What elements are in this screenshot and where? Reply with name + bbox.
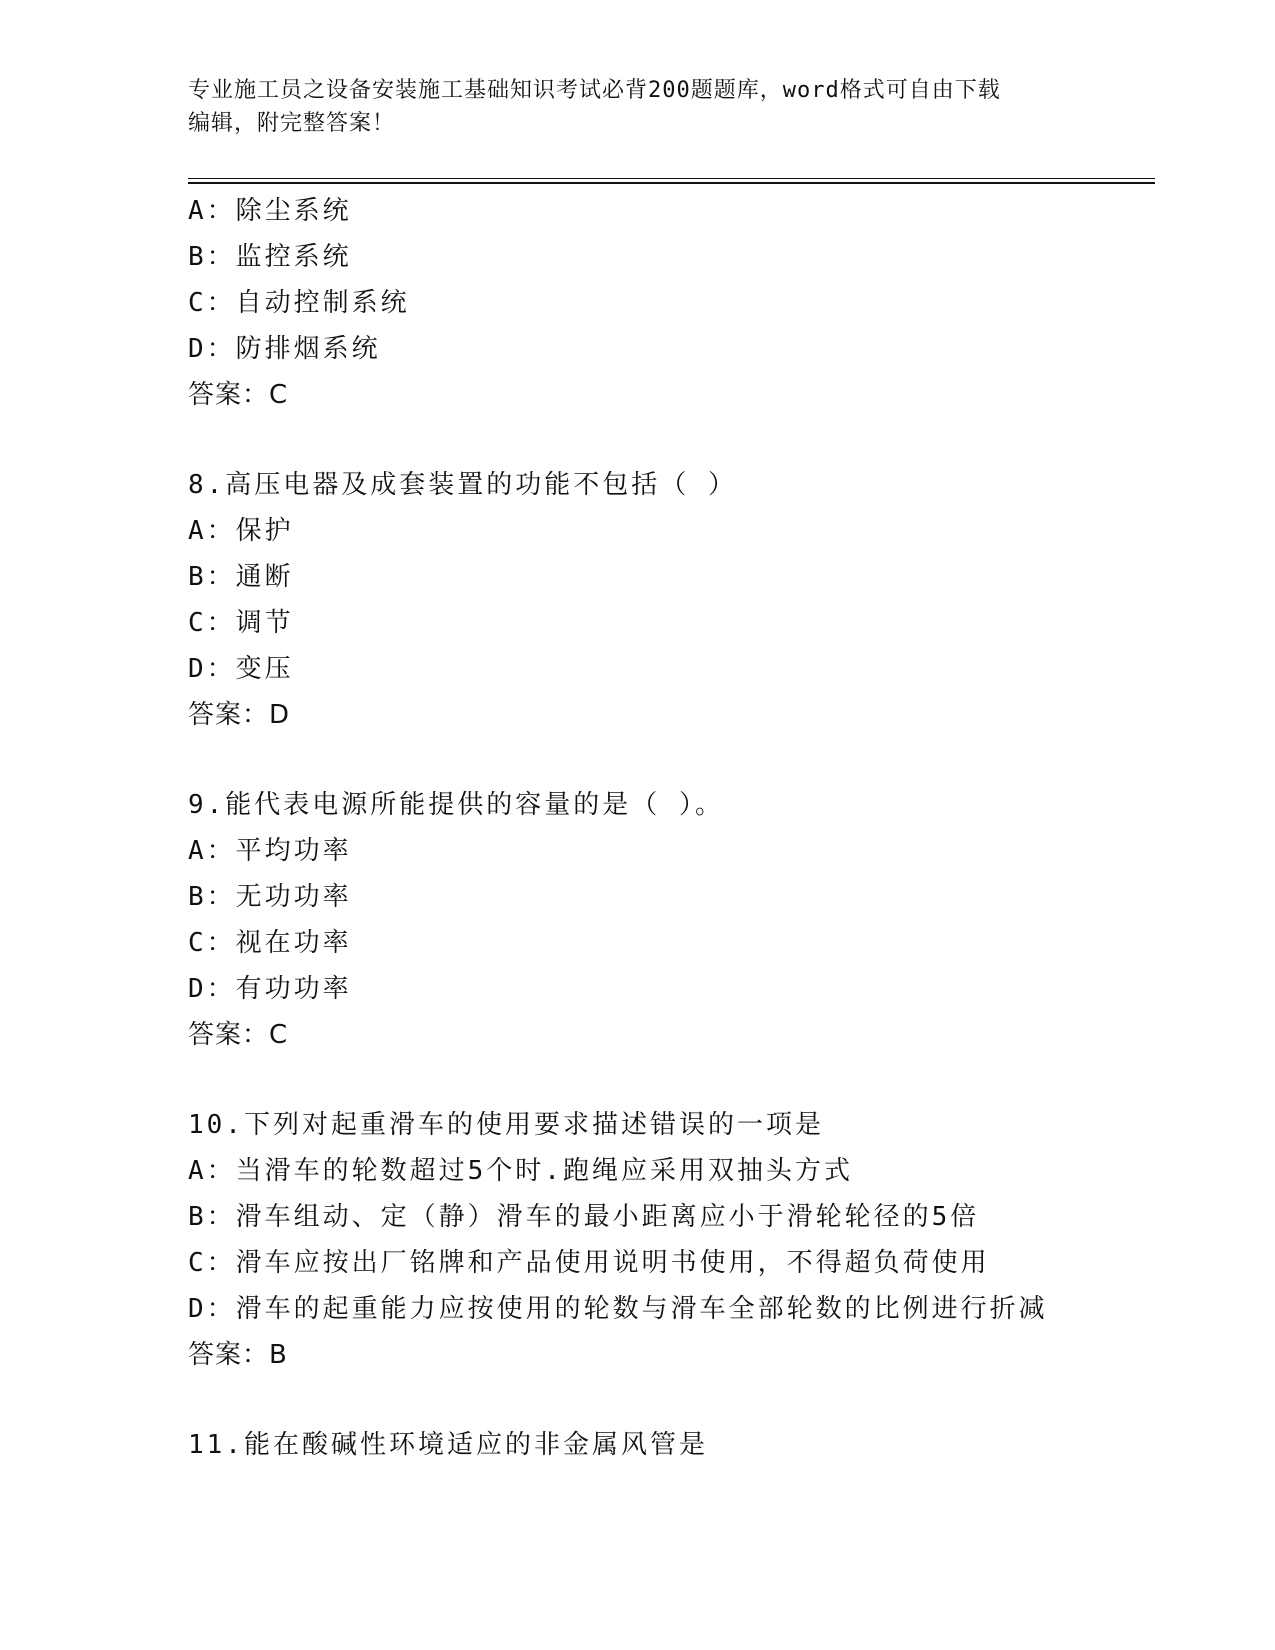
option-d: D：变压 bbox=[188, 654, 294, 684]
header-line-1: 专业施工员之设备安装施工基础知识考试必背200题题库，word格式可自由下载 bbox=[188, 78, 1001, 103]
answer: 答案：B bbox=[188, 1340, 288, 1370]
option-a: A：平均功率 bbox=[188, 836, 352, 866]
spacer bbox=[188, 418, 1148, 462]
spacer bbox=[188, 1378, 1148, 1422]
spacer bbox=[188, 738, 1148, 782]
option-b: B：通断 bbox=[188, 562, 294, 592]
answer: 答案：C bbox=[188, 380, 289, 410]
question-text: 11.能在酸碱性环境适应的非金属风管是 bbox=[188, 1430, 708, 1460]
header-rule-thick bbox=[188, 182, 1155, 184]
option-d: D：有功功率 bbox=[188, 974, 352, 1004]
question-7 bbox=[188, 188, 1148, 418]
option-a: A：当滑车的轮数超过5个时.跑绳应采用双抽头方式 bbox=[188, 1156, 853, 1186]
question-text: 9.能代表电源所能提供的容量的是（ ）。 bbox=[188, 790, 724, 820]
option-c: C：视在功率 bbox=[188, 928, 352, 958]
question-10 bbox=[188, 1102, 1148, 1378]
question-text: 8.高压电器及成套装置的功能不包括（ ） bbox=[188, 470, 737, 500]
question-9 bbox=[188, 782, 1148, 1058]
answer: 答案：C bbox=[188, 1020, 289, 1050]
spacer bbox=[188, 1058, 1148, 1102]
option-b: B：无功功率 bbox=[188, 882, 352, 912]
option-d: D：防排烟系统 bbox=[188, 334, 381, 364]
header-line-2: 编辑，附完整答案！ bbox=[188, 111, 396, 136]
option-c: C：自动控制系统 bbox=[188, 288, 410, 318]
option-d: D：滑车的起重能力应按使用的轮数与滑车全部轮数的比例进行折减 bbox=[188, 1294, 1048, 1324]
header-rule-thin bbox=[188, 178, 1155, 179]
question-list bbox=[188, 188, 1148, 1468]
option-c: C：滑车应按出厂铭牌和产品使用说明书使用，不得超负荷使用 bbox=[188, 1248, 990, 1278]
option-a: A：保护 bbox=[188, 516, 294, 546]
option-b: B：滑车组动、定（静）滑车的最小距离应小于滑轮轮径的5倍 bbox=[188, 1202, 980, 1232]
document-header bbox=[188, 74, 1088, 140]
question-8 bbox=[188, 462, 1148, 738]
question-11 bbox=[188, 1422, 1148, 1468]
question-text: 10.下列对起重滑车的使用要求描述错误的一项是 bbox=[188, 1110, 824, 1140]
answer: 答案：D bbox=[188, 700, 291, 730]
option-c: C：调节 bbox=[188, 608, 294, 638]
option-a: A：除尘系统 bbox=[188, 196, 352, 226]
option-b: B：监控系统 bbox=[188, 242, 352, 272]
